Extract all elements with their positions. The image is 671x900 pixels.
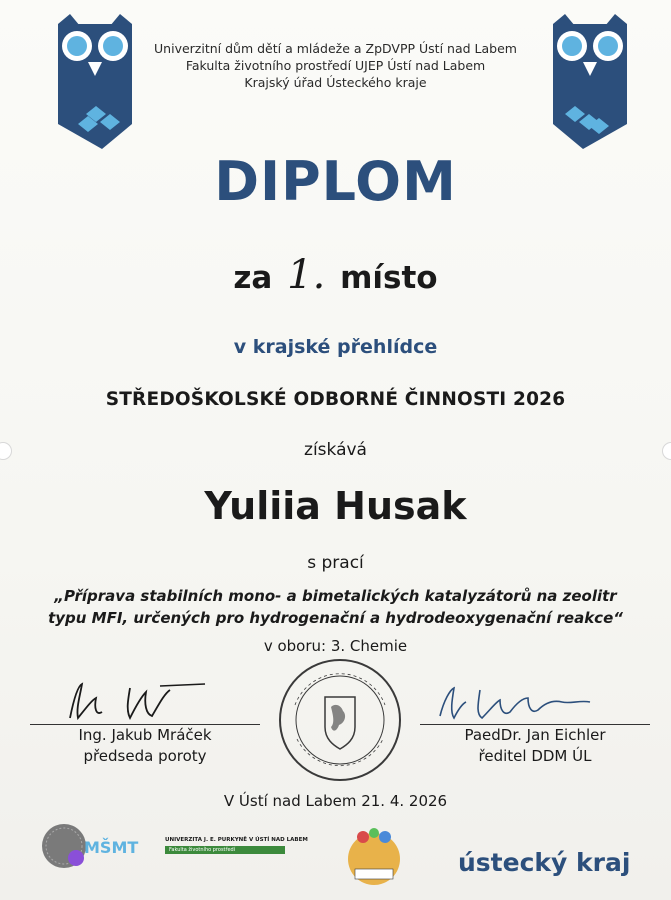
- signature-scribble: [420, 680, 650, 724]
- place-number: 1.: [287, 252, 326, 298]
- field-line: v oboru: 3. Chemie: [263, 637, 408, 655]
- issuer-header: [130, 40, 541, 91]
- msmt-text: MŠMT: [84, 838, 139, 857]
- diploma-title: DIPLOM: [214, 150, 457, 213]
- signature-block-left: [30, 678, 260, 767]
- place-suffix: místo: [340, 260, 438, 296]
- work-title-line: typu MFI, určených pro hydrogenační a hydrodeoxygenační reakce“: [48, 609, 623, 627]
- ddm-emblem-icon: [343, 825, 405, 887]
- issuer-line: Krajský úřad Ústeckého kraje: [244, 75, 427, 90]
- gets-label: získává: [304, 440, 367, 460]
- place-prefix: za: [233, 260, 273, 296]
- signer-name: Ing. Jakub Mráček: [78, 726, 212, 744]
- owl-logo-icon: [545, 14, 635, 154]
- official-stamp-icon: [275, 655, 405, 785]
- signature-block-right: [420, 680, 650, 767]
- ddm-logo: [343, 825, 405, 887]
- signer-role: ředitel DDM ÚL: [478, 747, 592, 765]
- issuer-line: Fakulta životního prostředí UJEP Ústí nad Labem: [185, 58, 486, 73]
- signer-name: PaedDr. Jan Eichler: [464, 726, 606, 744]
- place-line: [0, 252, 671, 298]
- ustecky-kraj-logo: ústecký kraj: [458, 848, 631, 877]
- work-title-line: „Příprava stabilních mono- a bimetalických katalyzátorů na zeolitr: [54, 587, 617, 605]
- ujep-text: UNIVERZITA J. E. PURKYNĚ V ÚSTÍ NAD LABEM: [165, 837, 308, 843]
- ujep-logo: [165, 837, 308, 861]
- recipient-name: Yuliia Husak: [204, 484, 467, 528]
- ujep-sub-text: Fakulta životního prostředí: [165, 846, 285, 854]
- issuer-line: Univerzitní dům dětí a mládeže a ZpDVPP Ústí nad Labem: [154, 41, 517, 56]
- owl-logo-icon: [50, 14, 140, 154]
- competition-name: STŘEDOŠKOLSKÉ ODBORNÉ ČINNOSTI 2026: [105, 389, 566, 410]
- work-label: s prací: [307, 553, 364, 573]
- work-title: [20, 585, 651, 629]
- signer-role: předseda poroty: [83, 747, 207, 765]
- place-and-date: V Ústí nad Labem 21. 4. 2026: [223, 792, 448, 810]
- review-line: v krajské přehlídce: [233, 336, 438, 358]
- msmt-logo: [40, 822, 139, 882]
- signature-scribble: [30, 678, 260, 724]
